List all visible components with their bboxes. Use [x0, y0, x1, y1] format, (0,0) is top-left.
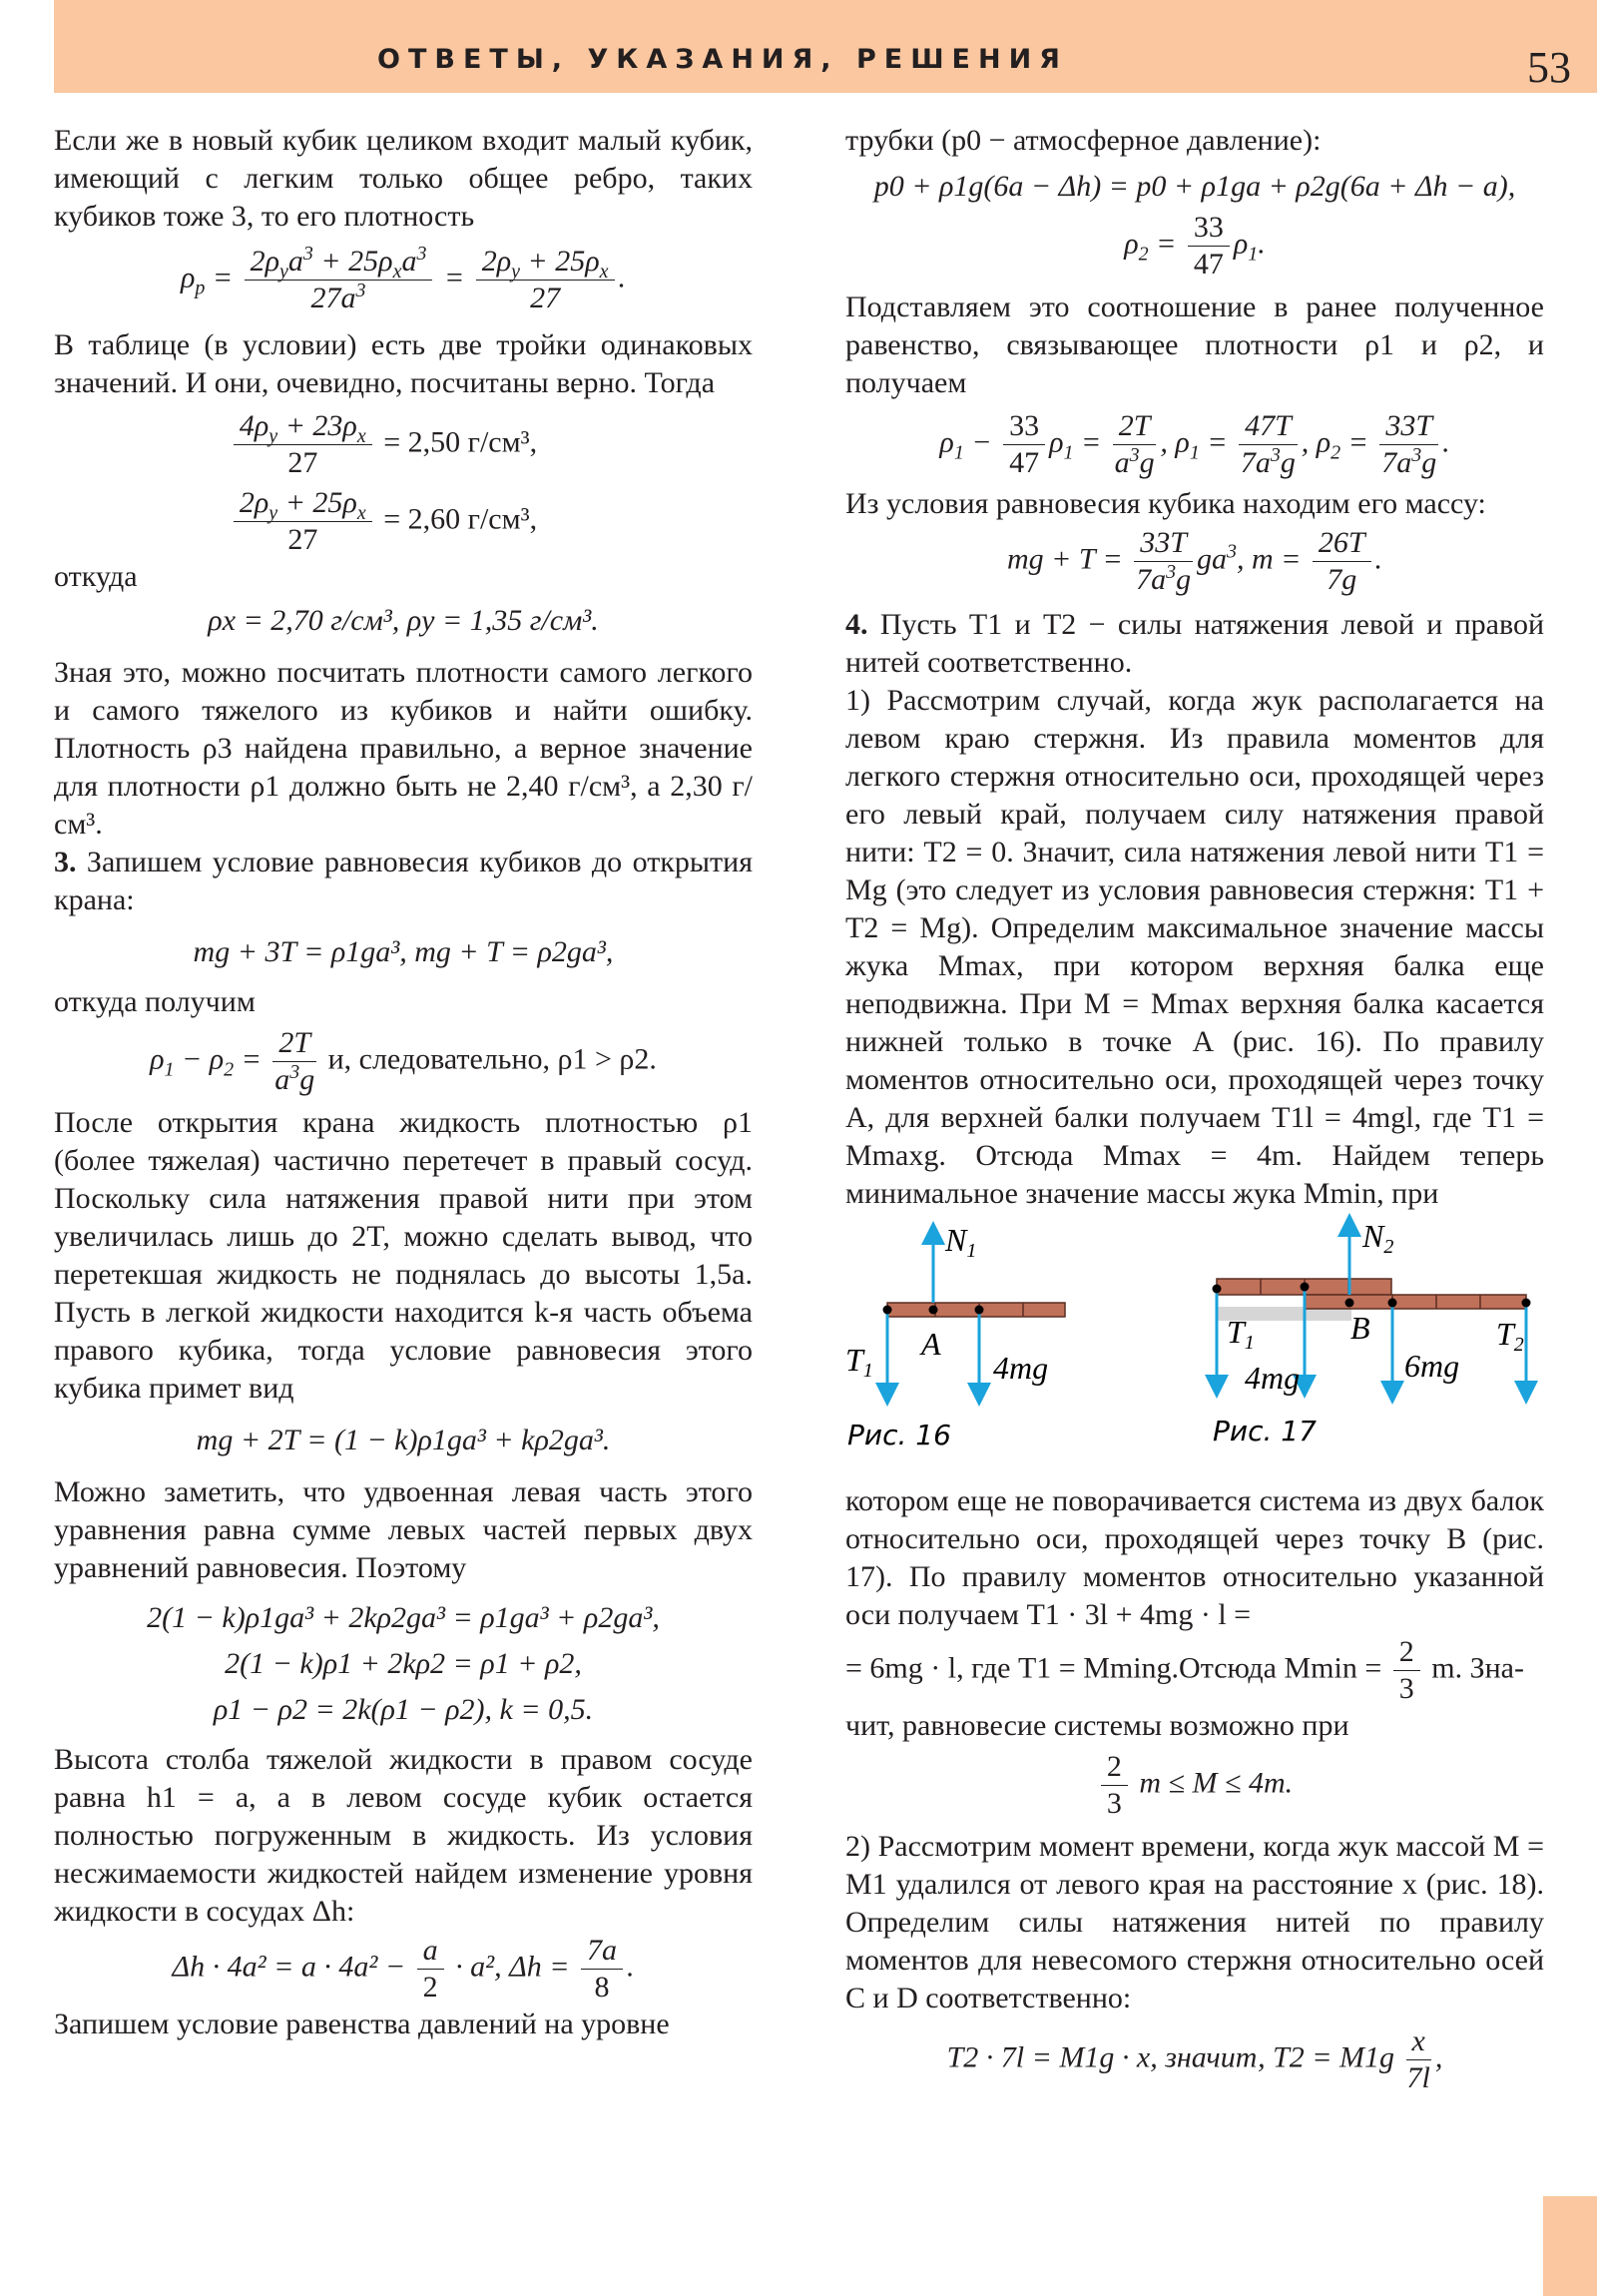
paragraph: Высота столба тяжелой жидкости в правом сосуде равна h1 = a, а в левом сосуде кубик остается полностью погруженным в жидкость. Из условия несжимаемости жидкостей найдем изменение уровня жидкости в сосудах Δh:	[54, 1743, 753, 1928]
label-n1: N1	[945, 1222, 977, 1262]
figure-17	[1213, 1218, 1531, 1447]
equation-250-rhs: = 2,50 г/см³,	[383, 425, 538, 459]
label-4mg: 4mg	[1245, 1360, 1301, 1396]
paragraph: 1) Рассмотрим случай, когда жук располагается на левом краю стержня. Из правила моментов для легкого стержня относительно оси, проходящей через его левый край, получаем силу натяжения правой нити: T2 = 0. Значит, сила натяжения левой нити T1 = Mg (это следует из условия равновесия стержня: T1 + T2 = Mg). Определим максимальное значение массы жука Mmax, при котором верхняя балка еще неподвижна. При M = Mmax верхняя балка касается нижней только в точке A (рис. 16). По правилу моментов относительно оси, проходящей через точку A, для верхней балки получаем T1l = 4mgl, где T1 = Mmaxg. Отсюда Mmax = 4m. Найдем теперь минимальное значение массы жука Mmin, при	[845, 684, 1544, 1210]
paragraph: Зная это, можно посчитать плотности самого легкого и самого тяжелого из кубиков и найти ошибку. Плотность ρ3 найдена правильно, а верное значение для плотности ρ1 должно быть не 2,40 г/см³, а 2,30 г/см³.	[54, 656, 753, 841]
text-mmin: = 6mg · l, где T1 = Mming.Отсюда Mmin =	[845, 1651, 1382, 1685]
equation-rho-t: $\rho_1$ − $\frac{33}{47}$ $\rho_1$ = $\frac{2T}{a^3g}$ , $\rho_1$ = $\frac{47T}{7a^3g}$ , $\rho_2$ = $\frac{33T}{7a^3g}$ .	[939, 409, 1450, 479]
left-column	[54, 122, 753, 2043]
header-title: ОТВЕТЫ, УКАЗАНИЯ, РЕШЕНИЯ	[377, 44, 1068, 75]
section-number: 4.	[845, 608, 868, 641]
side-tab	[1543, 2196, 1597, 2296]
section-3	[54, 844, 753, 919]
equation-260-rhs: = 2,60 г/см³,	[383, 502, 538, 536]
figures	[845, 1213, 1544, 1482]
equation-equilibrium: mg + 3T = ρ1ga³, mg + T = ρ2ga³,	[193, 935, 614, 968]
equation-250: $\frac{4\rho_y + 23\rho_x}{27}$ = 2,50 г/см³,	[14, 408, 753, 481]
page-number: 53	[1527, 43, 1571, 92]
text-mmin-tail: m. Зна-	[1431, 1651, 1524, 1685]
equation-delta-h-right: · a², Δh =	[455, 1950, 570, 1984]
figure-16-caption: Рис. 16	[847, 1419, 951, 1451]
figure-17-caption: Рис. 17	[1213, 1415, 1317, 1447]
label-t1: T1	[845, 1342, 873, 1382]
label-6mg: 6mg	[1404, 1348, 1460, 1384]
equation-sum: 2(1 − k)ρ1ga³ + 2kρ2ga³ = ρ1ga³ + ρ2ga³,	[147, 1601, 660, 1634]
figure-16	[845, 1222, 1065, 1451]
label-n2: N2	[1362, 1218, 1394, 1258]
equation-rho2: $\rho_2$ = $\frac{33}{47}$ $\rho_1$.	[1124, 211, 1266, 281]
equation-260: $\frac{2\rho_y + 25\rho_x}{27}$ = 2,60 г/см³,	[14, 485, 753, 558]
label-4mg: 4mg	[993, 1350, 1049, 1386]
lower-beam	[1305, 1295, 1526, 1309]
paragraph-mmin: = 6mg · l, где T1 = Mming.Отсюда Mmin = $\frac{2}{3}$ m. Зна-	[845, 1635, 1524, 1705]
equation-mass: mg + T = $\frac{33T}{7a^3g}$ $ga^3$, m = $\frac{26T}{7g}$ .	[1006, 526, 1383, 596]
equation-tail: и, следовательно, ρ1 > ρ2.	[327, 1042, 657, 1076]
equation-k: mg + 2T = (1 − k)ρ1ga³ + kρ2ga³.	[196, 1424, 611, 1456]
paragraph: котором еще не поворачивается система из двух балок относительно оси, проходящей через точку B (рис. 17). По правилу моментов относительно указанной оси получаем T1 · 3l + 4mg · l =	[845, 1484, 1544, 1631]
paragraph: трубки (p0 − атмосферное давление):	[845, 124, 1322, 157]
paragraph: чит, равновесие системы возможно при	[845, 1709, 1349, 1742]
paragraph: После открытия крана жидкость плотностью ρ1 (более тяжелая) частично перетечет в правый сосуд. Поскольку сила натяжения правой нити при этом увеличилась лишь до 2T, можно сделать вывод, что перетекшая жидкость не поднялась до высоты 1,5a. Пусть в легкой жидкости находится k-я часть объема правого кубика, тогда условие равновесия этого кубика примет вид	[54, 1106, 753, 1405]
equation-delta-h: Δh · 4a² = a · 4a² − $\frac{a}{2}$ · a², Δh = $\frac{7a}{8}$ .	[172, 1934, 635, 2004]
paragraph: Запишем условие равенства давлений на уровне	[54, 2008, 670, 2040]
label-b: B	[1350, 1310, 1370, 1346]
section-number: 3.	[54, 846, 77, 878]
equation-sum-2: 2(1 − k)ρ1 + 2kρ2 = ρ1 + ρ2,	[225, 1647, 582, 1680]
equation-t2: T2 · 7l = M1g · x, значит, T2 = M1g $\frac{x}{7l}$ ,	[946, 2024, 1443, 2094]
label-a: A	[921, 1326, 941, 1362]
page-header	[54, 0, 1597, 93]
equation-pressure: p0 + ρ1g(6a − Δh) = p0 + ρ1ga + ρ2g(6a + Δh − a),	[873, 170, 1516, 203]
right-column	[845, 122, 1544, 2096]
label-t2: T2	[1496, 1316, 1524, 1356]
label-t1: T1	[1227, 1314, 1255, 1354]
text-otkuda: откуда	[54, 560, 138, 593]
paragraph: Из условия равновесия кубика находим его массу:	[845, 487, 1486, 520]
figures-svg	[845, 1213, 1544, 1482]
equation-inequality: $\frac{2}{3}$ m ≤ M ≤ 4m.	[845, 1749, 1544, 1822]
paragraph: Если же в новый кубик целиком входит малый кубик, имеющий с легким только общее ребро, таких кубиков тоже 3, то его плотность	[54, 124, 753, 233]
paragraph: 2) Рассмотрим момент времени, когда жук массой M = M1 удалился от левого края на расстояние x (рис. 18). Определим силы натяжения нитей по правилу моментов для невесомого стержня относительно осей C и D соответственно:	[845, 1830, 1544, 2014]
section-text: Пусть T1 и T2 − силы натяжения левой и правой нитей соответственно.	[845, 608, 1545, 679]
inequality-text: m ≤ M ≤ 4m.	[1139, 1766, 1294, 1800]
equation-k-value: ρ1 − ρ2 = 2k(ρ1 − ρ2), k = 0,5.	[213, 1693, 594, 1726]
section-4	[845, 606, 1544, 682]
equation-rho-diff: $\rho_1 - \rho_2$ = $\frac{2T}{a^3g}$ и, следовательно, ρ1 > ρ2.	[150, 1026, 657, 1096]
paragraph: В таблице (в условии) есть две тройки одинаковых значений. И они, очевидно, посчитаны верно. Тогда	[54, 328, 753, 399]
equation-rho-p: $\rho_р$ = $2\rho_ya^3 + 25\rho_xa^3$ $27a^3$ = $\frac{2\rho_y + 25\rho_x}{27}$ .	[180, 243, 627, 314]
paragraph: Можно заметить, что удвоенная левая часть этого уравнения равна сумме левых частей первых двух уравнений равновесия. Поэтому	[54, 1475, 753, 1584]
equation-delta-h-left: Δh · 4a² = a · 4a² −	[172, 1950, 406, 1984]
equation-t2-text: T2 · 7l = M1g · x, значит, T2 = M1g	[946, 2040, 1395, 2074]
paragraph: Подставляем это соотношение в ранее полученное равенство, связывающее плотности ρ1 и ρ2, и получаем	[845, 290, 1544, 399]
section-text: Запишем условие равновесия кубиков до открытия крана:	[54, 846, 754, 916]
text-otkuda-poluchim: откуда получим	[54, 985, 256, 1018]
equation-rho-values: ρx = 2,70 г/см³, ρy = 1,35 г/см³.	[208, 604, 599, 637]
